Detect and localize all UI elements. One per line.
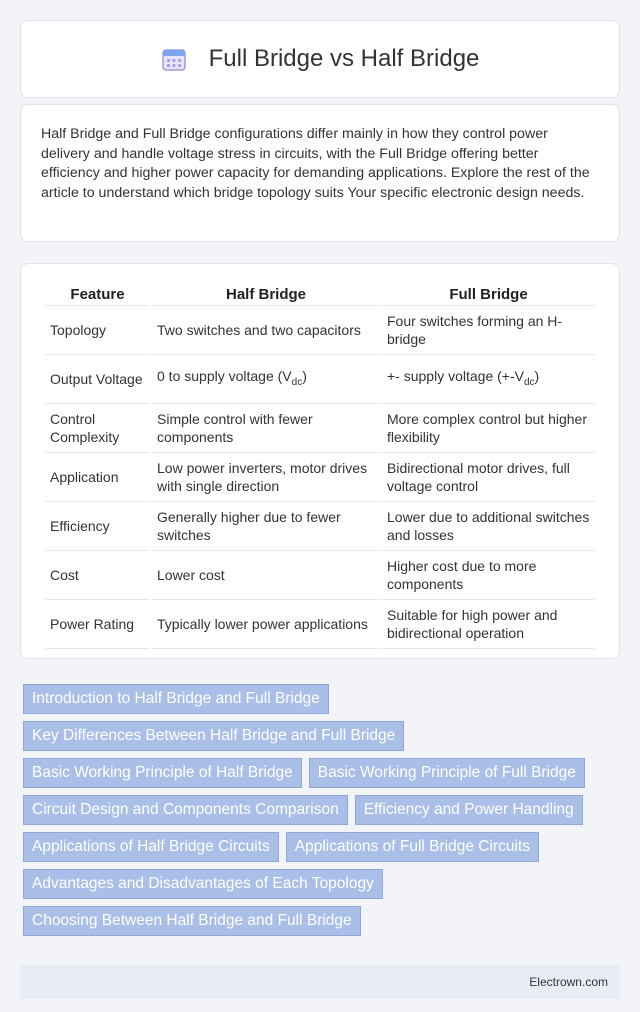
table-row — [45, 600, 595, 649]
half-bridge-cell: Two switches and two capacitors — [152, 306, 380, 355]
header-card — [20, 20, 620, 98]
link-circuit-design[interactable]: Circuit Design and Components Comparison — [23, 795, 348, 825]
comparison-table — [43, 280, 597, 649]
full-bridge-cell: Lower due to additional switches and losses — [382, 502, 595, 551]
half-voltage-text: 0 to supply voltage (V — [157, 367, 292, 384]
full-voltage-subscript: dc — [523, 376, 535, 388]
table-row — [45, 502, 595, 551]
full-bridge-cell: Four switches forming an H-bridge — [382, 306, 595, 355]
full-bridge-cell: Suitable for high power and bidirectional operation — [382, 600, 595, 649]
link-key-differences[interactable]: Key Differences Between Half Bridge and Full Bridge — [23, 721, 404, 751]
header-half-bridge: Half Bridge — [152, 280, 380, 306]
intro-text: Half Bridge and Full Bridge configurations differ mainly in how they control power delivery and handle voltage stress in circuits, with the Full Bridge offering better efficiency and higher power capacity for demanding applications. Explore the rest of the article to understand which bridge topology suits Your specific electronic design needs. — [41, 126, 590, 201]
half-voltage-close: ) — [302, 367, 307, 384]
feature-cell: Output Voltage — [45, 355, 150, 404]
feature-cell: Cost — [45, 551, 150, 600]
half-bridge-cell: Generally higher due to fewer switches — [152, 502, 380, 551]
header-feature: Feature — [45, 280, 150, 306]
half-bridge-cell — [152, 355, 380, 404]
page-title: Full Bridge vs Half Bridge — [208, 45, 480, 72]
feature-cell: Power Rating — [45, 600, 150, 649]
full-bridge-cell — [382, 355, 595, 404]
intro-card — [20, 104, 620, 242]
table-row — [45, 551, 595, 600]
calendar-icon — [161, 46, 187, 72]
table-header-row — [45, 280, 595, 306]
feature-cell: Control Complexity — [45, 404, 150, 453]
comparison-table-card — [20, 263, 620, 659]
link-full-bridge-principle[interactable]: Basic Working Principle of Full Bridge — [309, 758, 585, 788]
table-row — [45, 355, 595, 404]
link-introduction[interactable]: Introduction to Half Bridge and Full Bridge — [23, 684, 329, 714]
footer-brand: Electrown.com — [529, 975, 608, 989]
half-voltage-subscript: dc — [291, 376, 303, 388]
link-efficiency[interactable]: Efficiency and Power Handling — [355, 795, 583, 825]
table-row — [45, 404, 595, 453]
feature-cell: Efficiency — [45, 502, 150, 551]
full-bridge-cell: More complex control but higher flexibility — [382, 404, 595, 453]
feature-cell: Topology — [45, 306, 150, 355]
link-half-bridge-principle[interactable]: Basic Working Principle of Half Bridge — [23, 758, 302, 788]
full-voltage-close: ) — [534, 367, 540, 384]
table-row — [45, 453, 595, 502]
half-bridge-cell: Typically lower power applications — [152, 600, 380, 649]
table-row — [45, 306, 595, 355]
link-advantages[interactable]: Advantages and Disadvantages of Each Topology — [23, 869, 383, 899]
full-bridge-cell: Higher cost due to more components — [382, 551, 595, 600]
footer — [20, 965, 620, 999]
link-full-bridge-applications[interactable]: Applications of Full Bridge Circuits — [286, 832, 539, 862]
half-bridge-cell: Simple control with fewer components — [152, 404, 380, 453]
header-full-bridge: Full Bridge — [382, 280, 595, 306]
related-links — [23, 684, 623, 943]
link-half-bridge-applications[interactable]: Applications of Half Bridge Circuits — [23, 832, 279, 862]
link-choosing[interactable]: Choosing Between Half Bridge and Full Bridge — [23, 906, 361, 936]
half-bridge-cell: Lower cost — [152, 551, 380, 600]
full-voltage-text: +- supply voltage (+-V — [387, 367, 524, 384]
full-bridge-cell: Bidirectional motor drives, full voltage control — [382, 453, 595, 502]
half-bridge-cell: Low power inverters, motor drives with single direction — [152, 453, 380, 502]
feature-cell: Application — [45, 453, 150, 502]
